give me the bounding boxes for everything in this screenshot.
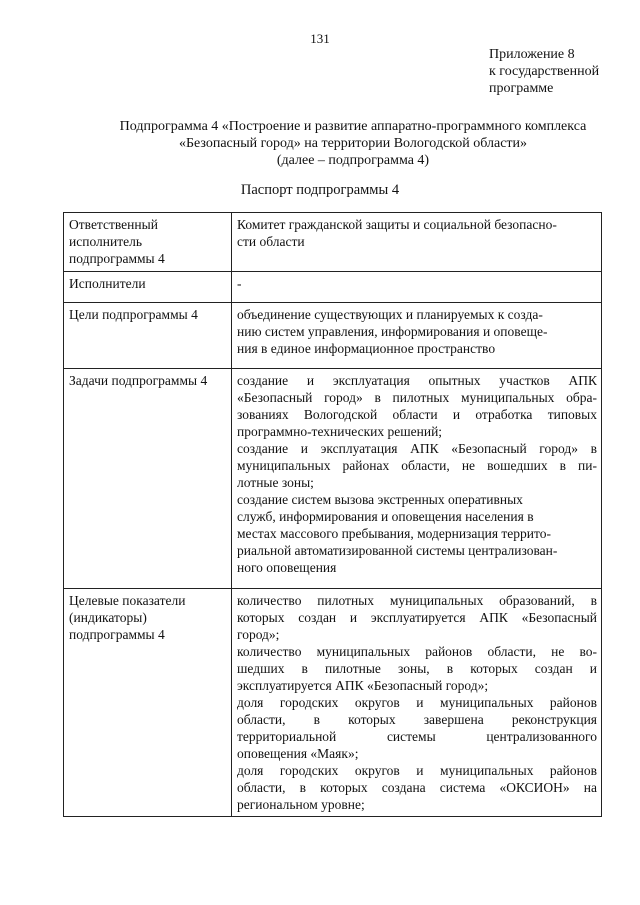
subprogram-title-line-1: Подпрограмма 4 «Построение и развитие аппаратно-программного комплекса <box>119 119 587 134</box>
value-line: риальной автоматизированной системы централизован- <box>237 543 558 558</box>
table-row <box>64 303 602 369</box>
value-line: количество пилотных муниципальных образований, в <box>237 593 597 608</box>
value-line: которых создан и эксплуатируется АПК «Безопасный <box>237 610 597 625</box>
value-line: нию систем управления, информирования и оповеще- <box>237 324 548 339</box>
table-row <box>64 272 602 303</box>
value-line: создание систем вызова экстренных оперативных <box>237 492 523 507</box>
row-label: Ответственный исполнитель подпрограммы 4 <box>64 213 232 272</box>
value-line: зованиях Вологодской области и отработка типовых <box>237 407 597 422</box>
value-line: местах массового пребывания, модернизация террито- <box>237 526 551 541</box>
row-value <box>232 213 602 272</box>
value-line: муниципальных районах области, не вошедших в пи- <box>237 458 597 473</box>
value-line: области, в которых завершена реконструкция <box>237 712 597 727</box>
value-line: создание и эксплуатация опытных участков АПК <box>237 373 597 388</box>
value-line: Комитет гражданской защиты и социальной безопасно- <box>237 217 557 232</box>
value-line: области, в которых создана система «ОКСИОН» на <box>237 780 597 795</box>
value-line: территориальной системы централизованного <box>237 729 597 744</box>
value-line: ния в единое информационное пространство <box>237 341 496 356</box>
value-line: город»; <box>237 627 280 642</box>
table-row <box>64 369 602 589</box>
row-label: Исполнители <box>64 272 232 303</box>
appendix-header: Приложение 8 к государственной программе <box>489 47 600 96</box>
value-line: служб, информирования и оповещения населения в <box>237 509 534 524</box>
passport-table <box>63 212 602 817</box>
subprogram-title-line-2: «Безопасный город» на территории Вологодской области» <box>178 136 528 151</box>
value-line: создание и эксплуатация АПК «Безопасный город» в <box>237 441 597 456</box>
subprogram-title-line-3: (далее – подпрограмма 4) <box>276 153 430 168</box>
value-line: лотные зоны; <box>237 475 314 490</box>
row-label: Целевые показатели (индикаторы) подпрограммы 4 <box>64 589 232 817</box>
row-label: Задачи подпрограммы 4 <box>64 369 232 589</box>
table-row <box>64 213 602 272</box>
value-line: доля городских округов и муниципальных районов <box>237 695 597 710</box>
value-line: региональном уровне; <box>237 797 365 812</box>
value-line: шедших в пилотные зоны, в которых создан и <box>237 661 597 676</box>
value-line: эксплуатируется АПК «Безопасный город»; <box>237 678 489 693</box>
row-value <box>232 589 602 817</box>
row-value <box>232 369 602 589</box>
page-number: 131 <box>310 31 330 46</box>
row-value <box>232 303 602 369</box>
table-row <box>64 589 602 817</box>
value-line: доля городских округов и муниципальных районов <box>237 763 597 778</box>
row-label: Цели подпрограммы 4 <box>64 303 232 369</box>
value-line: объединение существующих и планируемых к созда- <box>237 307 543 322</box>
value-line: сти области <box>237 234 305 249</box>
value-line: - <box>237 276 242 291</box>
value-line: ного оповещения <box>237 560 337 575</box>
row-value <box>232 272 602 303</box>
value-line: программно-технических решений; <box>237 424 443 439</box>
passport-title: Паспорт подпрограммы 4 <box>240 182 400 198</box>
value-line: «Безопасный город» в пилотных муниципальных обра- <box>237 390 597 405</box>
subprogram-title <box>70 118 636 169</box>
value-line: количество муниципальных районов области, не во- <box>237 644 597 659</box>
value-line: оповещения «Маяк»; <box>237 746 359 761</box>
